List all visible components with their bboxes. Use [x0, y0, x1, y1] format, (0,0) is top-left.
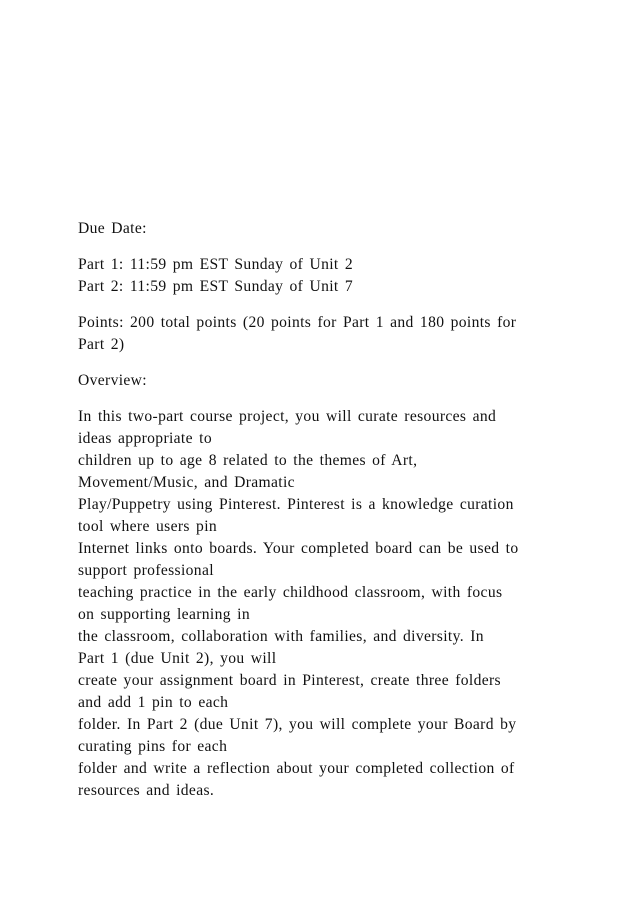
document-body [78, 218, 568, 802]
overview-line: support professional [78, 562, 214, 579]
spacer [78, 298, 568, 312]
overview-line: tool where users pin [78, 518, 218, 535]
spacer [78, 392, 568, 406]
spacer [78, 356, 568, 370]
overview-line: Internet links onto boards. Your completed board can be used to [78, 540, 519, 557]
due-date-heading: Due Date: [78, 220, 147, 237]
points-line: Part 2) [78, 336, 125, 353]
overview-line: Movement/Music, and Dramatic [78, 474, 295, 491]
overview-line: In this two-part course project, you will curate resources and [78, 408, 497, 425]
overview-line: folder. In Part 2 (due Unit 7), you will complete your Board by [78, 716, 517, 733]
overview-line: children up to age 8 related to the themes of Art, [78, 452, 418, 469]
overview-line: create your assignment board in Pinterest, create three folders [78, 672, 501, 689]
overview-line: Part 1 (due Unit 2), you will [78, 650, 277, 667]
overview-line: on supporting learning in [78, 606, 250, 623]
overview-line: resources and ideas. [78, 782, 215, 799]
part1-due-line: Part 1: 11:59 pm EST Sunday of Unit 2 [78, 256, 353, 273]
overview-line: curating pins for each [78, 738, 228, 755]
overview-line: and add 1 pin to each [78, 694, 229, 711]
overview-heading: Overview: [78, 372, 147, 389]
spacer [78, 240, 568, 254]
overview-line: folder and write a reflection about your completed collection of [78, 760, 515, 777]
overview-line: the classroom, collaboration with families, and diversity. In [78, 628, 484, 645]
points-line: Points: 200 total points (20 points for Part 1 and 180 points for [78, 314, 517, 331]
overview-line: ideas appropriate to [78, 430, 212, 447]
overview-line: Play/Puppetry using Pinterest. Pinterest is a knowledge curation [78, 496, 514, 513]
part2-due-line: Part 2: 11:59 pm EST Sunday of Unit 7 [78, 278, 353, 295]
overview-line: teaching practice in the early childhood classroom, with focus [78, 584, 503, 601]
